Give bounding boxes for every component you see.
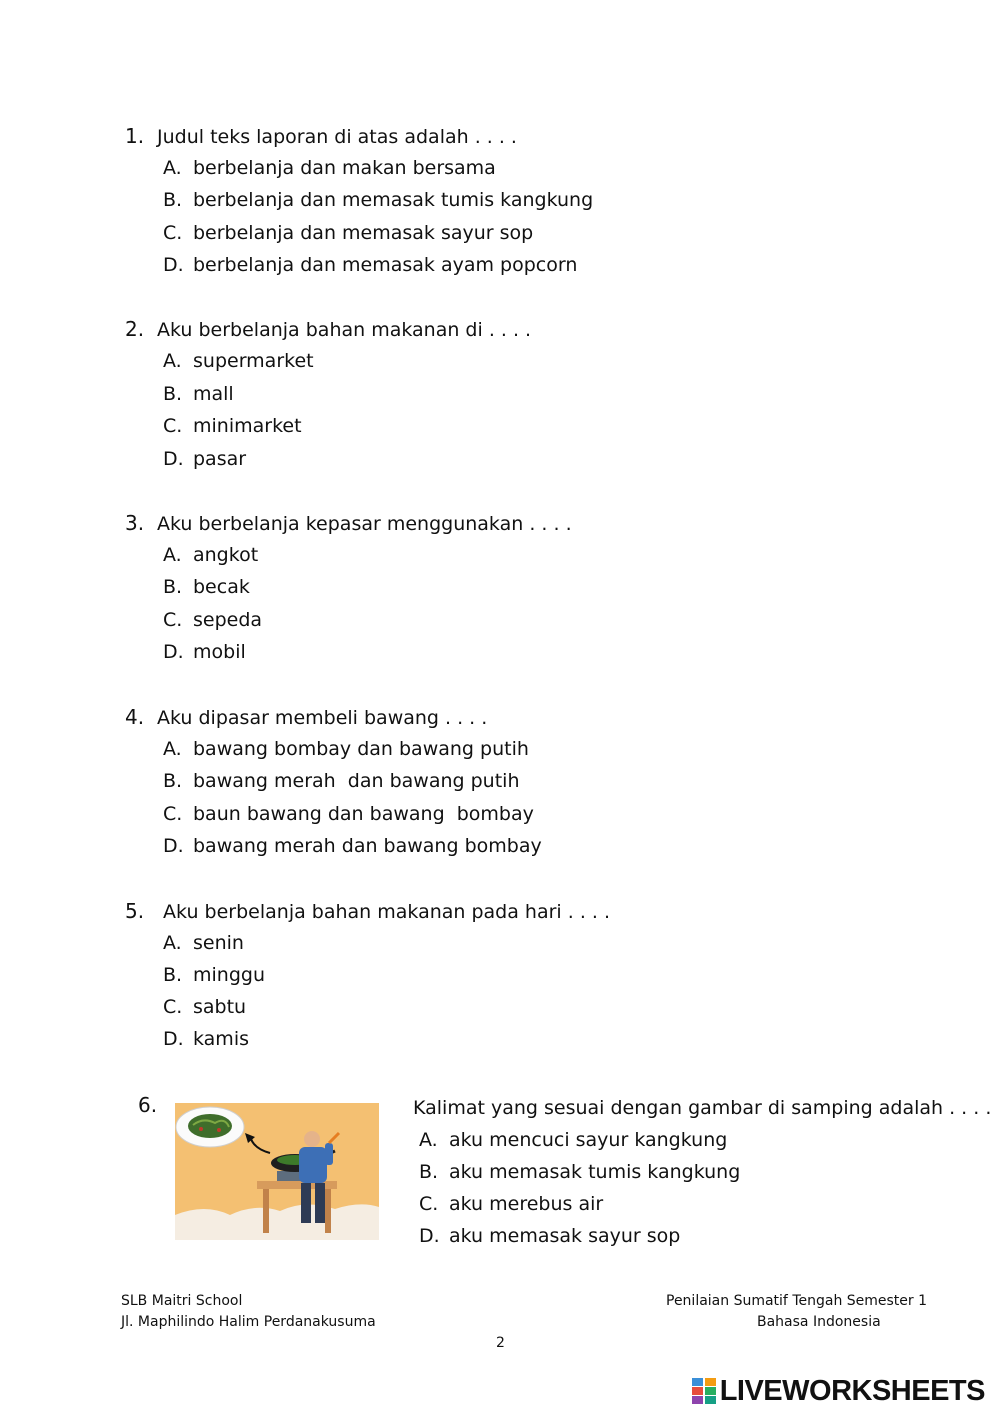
option-3a[interactable] <box>163 544 258 566</box>
question-number: 2. <box>125 317 145 341</box>
option-text: berbelanja dan memasak tumis kangkung <box>193 189 594 211</box>
option-text: berbelanja dan memasak ayam popcorn <box>193 254 578 276</box>
footer-school: SLB Maitri School <box>121 1293 243 1309</box>
option-4d[interactable] <box>163 835 542 857</box>
option-5d[interactable] <box>163 1028 249 1050</box>
option-text: aku mencuci sayur kangkung <box>449 1129 728 1151</box>
liveworksheets-logo-icon <box>692 1378 716 1404</box>
option-text: sabtu <box>193 996 247 1018</box>
option-letter: D. <box>163 1028 184 1050</box>
option-letter: A. <box>163 157 182 179</box>
option-2c[interactable] <box>163 415 302 437</box>
option-text: pasar <box>193 448 247 470</box>
option-letter: A. <box>163 544 182 566</box>
option-6a[interactable] <box>419 1129 727 1151</box>
question-number: 3. <box>125 511 145 535</box>
option-text: berbelanja dan memasak sayur sop <box>193 222 534 244</box>
question-number: 5. <box>125 899 145 923</box>
option-letter: A. <box>419 1129 438 1151</box>
question-2 <box>125 317 531 341</box>
option-text: aku merebus air <box>449 1193 604 1215</box>
option-1c[interactable] <box>163 222 533 244</box>
option-3c[interactable] <box>163 609 262 631</box>
question-3 <box>125 511 572 535</box>
question-6-number: 6. <box>138 1093 158 1117</box>
footer-subject: Bahasa Indonesia <box>757 1314 881 1330</box>
option-3b[interactable] <box>163 576 250 598</box>
option-letter: D. <box>163 254 184 276</box>
option-text: becak <box>193 576 250 598</box>
option-4a[interactable] <box>163 738 529 760</box>
option-letter: D. <box>163 641 184 663</box>
option-4b[interactable] <box>163 770 520 792</box>
option-text: sepeda <box>193 609 263 631</box>
option-2b[interactable] <box>163 383 234 405</box>
footer-exam: Penilaian Sumatif Tengah Semester 1 <box>666 1293 928 1309</box>
question-stem: Aku berbelanja bahan makanan di . . . . <box>157 319 532 341</box>
option-letter: A. <box>163 932 182 954</box>
option-text: kamis <box>193 1028 249 1050</box>
option-letter: B. <box>163 964 183 986</box>
question-6-stem: Kalimat yang sesuai dengan gambar di samping adalah . . . . <box>413 1097 992 1119</box>
option-text: bawang bombay dan bawang putih <box>193 738 529 760</box>
option-1b[interactable] <box>163 189 593 211</box>
option-letter: C. <box>163 803 183 825</box>
option-letter: D. <box>163 835 184 857</box>
question-5 <box>125 899 610 923</box>
option-text: aku memasak sayur sop <box>449 1225 681 1247</box>
question-stem: Aku berbelanja kepasar menggunakan . . . . <box>157 513 572 535</box>
option-2a[interactable] <box>163 350 314 372</box>
option-5b[interactable] <box>163 964 265 986</box>
option-letter: C. <box>163 609 183 631</box>
question-number: 1. <box>125 124 145 148</box>
question-4 <box>125 705 487 729</box>
option-text: senin <box>193 932 244 954</box>
option-letter: C. <box>163 222 183 244</box>
option-text: baun bawang dan bawang bombay <box>193 803 534 825</box>
question-number: 4. <box>125 705 145 729</box>
option-1a[interactable] <box>163 157 496 179</box>
option-5c[interactable] <box>163 996 246 1018</box>
footer-address: Jl. Maphilindo Halim Perdanakusuma <box>121 1314 376 1330</box>
option-text: berbelanja dan makan bersama <box>193 157 496 179</box>
option-text: mobil <box>193 641 246 663</box>
option-text: bawang merah dan bawang bombay <box>193 835 542 857</box>
option-text: bawang merah dan bawang putih <box>193 770 520 792</box>
question-stem: Aku berbelanja bahan makanan pada hari . . . . <box>157 901 611 923</box>
option-5a[interactable] <box>163 932 244 954</box>
liveworksheets-logo-text: LIVEWORKSHEETS <box>719 1374 985 1407</box>
liveworksheets-logo <box>692 1374 985 1407</box>
option-letter: B. <box>163 576 183 598</box>
option-letter: A. <box>163 738 182 760</box>
question-stem: Judul teks laporan di atas adalah . . . . <box>157 126 517 148</box>
option-text: mall <box>193 383 234 405</box>
option-6d[interactable] <box>419 1225 680 1247</box>
cooking-illustration <box>175 1103 379 1240</box>
option-text: minggu <box>193 964 265 986</box>
option-letter: A. <box>163 350 182 372</box>
option-4c[interactable] <box>163 803 534 825</box>
question-stem: Aku dipasar membeli bawang . . . . <box>157 707 488 729</box>
page-number: 2 <box>496 1335 505 1351</box>
option-letter: B. <box>163 189 183 211</box>
option-letter: B. <box>163 383 183 405</box>
question-1 <box>125 124 517 148</box>
option-6b[interactable] <box>419 1161 740 1183</box>
option-text: angkot <box>193 544 259 566</box>
option-letter: C. <box>163 415 183 437</box>
option-3d[interactable] <box>163 641 246 663</box>
option-letter: C. <box>419 1193 439 1215</box>
option-letter: C. <box>163 996 183 1018</box>
option-6c[interactable] <box>419 1193 603 1215</box>
option-2d[interactable] <box>163 448 246 470</box>
option-text: minimarket <box>193 415 302 437</box>
option-letter: B. <box>163 770 183 792</box>
option-letter: D. <box>419 1225 440 1247</box>
option-text: supermarket <box>193 350 314 372</box>
option-letter: D. <box>163 448 184 470</box>
option-1d[interactable] <box>163 254 577 276</box>
option-text: aku memasak tumis kangkung <box>449 1161 741 1183</box>
option-letter: B. <box>419 1161 439 1183</box>
